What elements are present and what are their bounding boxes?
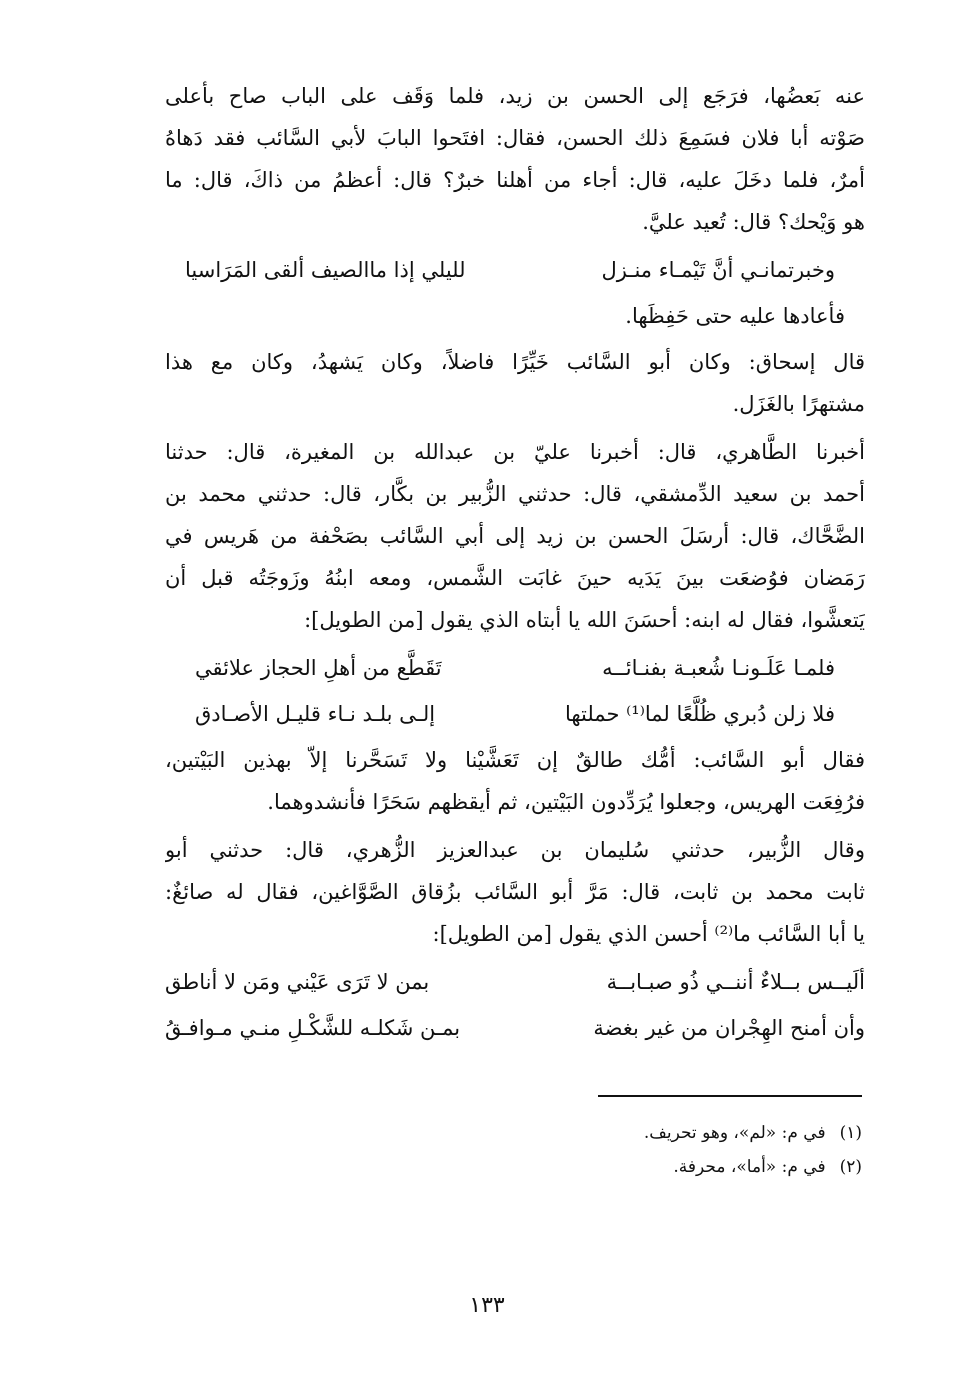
- page-number: ١٣٣: [469, 1293, 505, 1318]
- verse-second-hemistich: إلـى بلـد نـاء قليـل الأصـادق: [195, 702, 436, 726]
- text-line: ثابت محمد بن ثابت، قال: مَرَّ أبو السَّائب بزُقاق الصَّوَّاغين، فقال له صائغٌ:: [165, 880, 865, 904]
- verse-second-hemistich: بمـن شَكلـه للشَّكْـلِ منـي مـوافـقُ: [165, 1016, 461, 1040]
- verse-first-hemistich: ألَيــس بــلاءٌ أننــي ذُو صبـابــة: [606, 970, 865, 994]
- text-line: الضَّحَّاك، قال: أرسَلَ الحسن بن زيد إلى أبي السَّائب بصَحْفة من هَريس في: [165, 524, 865, 548]
- text-line: رَمَضان فوُضعَت بينَ يَدَيه حينَ غابَت الشَّمس، ومعه ابنُهُ وزَوجَتُه قبل أن: [165, 566, 865, 590]
- verse-first-hemistich: وخبرتمانـي أنَّ تَيْمـاء منـزل: [601, 258, 835, 282]
- footnote-number: (٢): [839, 1157, 862, 1177]
- poem-verse: [165, 962, 865, 1002]
- poem-verse: [165, 694, 865, 734]
- text-line: فقال أبو السَّائب: أمُّك طالقٌ إن تَعَشَّيْنا ولا تَسَحَّرنا إلاّ بهذين البَيْتين،: [165, 748, 865, 772]
- footnote-separator: [598, 1095, 862, 1097]
- footnote: [500, 1118, 862, 1148]
- text-line: أحمد بن سعيد الدِّمشقي، قال: حدثني الزُّبير بن بكَّار، قال: حدثني محمد بن: [165, 482, 865, 506]
- text-line: صَوْته أبا فلان فسَمِعَ ذلك الحسن، فقال: افتَحوا البابَ لأبي السَّائب فقد دَهاهُ: [165, 126, 865, 150]
- verse-second-hemistich: تَقَطَّع من أهلِ الحجاز علائقي: [195, 656, 442, 680]
- verse-second-hemistich: بمن لا تَرَى عَيْني ومَن لا أناطق: [165, 970, 430, 994]
- text-line: عنه بَعضُها، فرَجَع إلى الحسن بن زيد، فلما وَقَف على الباب صاح بأعلى: [165, 84, 865, 108]
- text-line: قال إسحاق: وكان أبو السَّائب خَيِّرًا فاضلاً، وكان يَشهدُ، وكان مع هذا: [165, 350, 865, 374]
- text-line: مشتهرًا بالغَزَل.: [732, 392, 865, 416]
- footnote: [500, 1152, 862, 1182]
- text-line: يَتعشَّوا، فقال له ابنه: أحسَنَ الله يا أبتاه الذي يقول [من الطويل]:: [304, 608, 865, 632]
- verse-first-hemistich: فلا زلن دُبري ظُلَّعًا لما⁽¹⁾ حملتها: [564, 702, 835, 726]
- poem-verse: [165, 648, 865, 688]
- verse-first-hemistich: وأن أمنح الهِجْران من غير بغضة: [593, 1016, 865, 1040]
- footnote-text: في م: «لم»، وهو تحريف.: [643, 1123, 826, 1143]
- poem-verse: [165, 250, 865, 290]
- verse-second-hemistich: لليلي إذا ماالصيف ألقى المَرَاسيا: [185, 258, 466, 282]
- verse-first-hemistich: فلمـا عَلَـونـا شُعبـة بفنـائــه: [602, 656, 835, 680]
- poem-verse: [165, 1008, 865, 1048]
- text-line: فأعادها عليه حتى حَفِظَها.: [625, 304, 845, 328]
- footnote-number: (١): [839, 1123, 862, 1143]
- text-line: يا أبا السَّائب ما⁽²⁾ أحسن الذي يقول [من الطويل]:: [432, 922, 865, 946]
- text-line: أمرٌ، فلما دخَلَ عليه، قال: أجاء من أهلنا خبرٌ؟ قال: أعظمُ من ذاكَ، قال: ما: [165, 168, 865, 192]
- text-line: فرُفِعَت الهريس، وجعلوا يُرَدِّدون البَيْتين، ثم أيقظهم سَحَرًا فأنشدوهما.: [267, 790, 865, 814]
- text-line: هو وَيْحك؟ قال: تُعيد عليَّ.: [642, 210, 865, 234]
- text-line: وقال الزُّبير، حدثني سُليمان بن عبدالعزيز الزُّهري، قال: حدثني أبو: [165, 838, 865, 862]
- text-line: أخبرنا الطَّاهري، قال: أخبرنا عليّ بن عبدالله بن المغيرة، قال: حدثنا: [165, 440, 865, 464]
- footnote-text: في م: «أما»، محرفة.: [673, 1157, 826, 1177]
